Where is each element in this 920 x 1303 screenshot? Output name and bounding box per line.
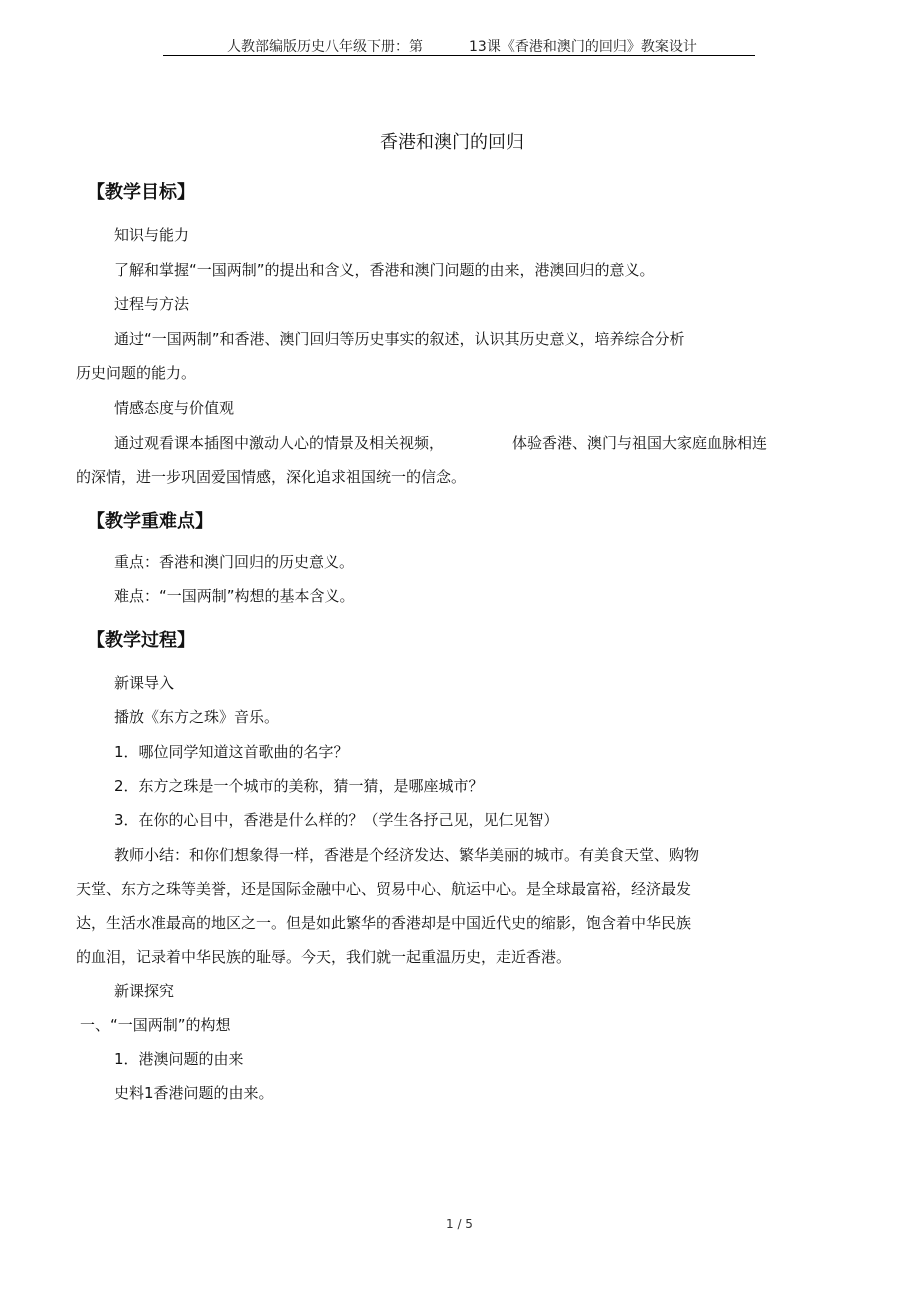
header-rule [163, 55, 755, 56]
sub-1-heading: 1．港澳问题的由来 [114, 1050, 244, 1068]
section-objectives: 【教学目标】 [87, 182, 195, 203]
intro-text: 播放《东方之珠》音乐。 [114, 708, 280, 726]
section-key-points: 【教学重难点】 [87, 511, 213, 532]
document-title: 香港和澳门的回归 [380, 132, 524, 153]
question-1: 1．哪位同学知道这首歌曲的名字？ [114, 743, 349, 761]
difficulty-text: 难点：“一国两制”构想的基本含义。 [114, 587, 355, 605]
emotion-line-1b: 体验香港、澳门与祖国大家庭血脉相连 [512, 434, 768, 452]
emotion-line-2: 的深情，进一步巩固爱国情感，深化追求祖国统一的信念。 [76, 468, 467, 486]
header-right: 13课《香港和澳门的回归》教案设计 [469, 39, 697, 55]
summary-line-3: 达，生活水准最高的地区之一。但是如此繁华的香港却是中国近代史的缩影，饱含着中华民族 [76, 914, 692, 932]
method-line-1: 通过“一国两制”和香港、澳门回归等历史事实的叙述，认识其历史意义，培养综合分析 [114, 330, 685, 348]
summary-line-4: 的血泪，记录着中华民族的耻辱。今天，我们就一起重温历史，走近香港。 [76, 948, 572, 966]
emotion-line-1a: 通过观看课本插图中激动人心的情景及相关视频， [114, 434, 445, 452]
page-header [227, 36, 697, 56]
page-number: 1 / 5 [446, 1217, 473, 1231]
intro-heading: 新课导入 [114, 674, 175, 692]
method-heading: 过程与方法 [114, 295, 190, 313]
question-2: 2．东方之珠是一个城市的美称，猜一猜，是哪座城市？ [114, 777, 484, 795]
explore-heading: 新课探究 [114, 982, 175, 1000]
focus-text: 重点：香港和澳门回归的历史意义。 [114, 553, 355, 571]
method-line-2: 历史问题的能力。 [76, 364, 197, 382]
summary-line-2: 天堂、东方之珠等美誉，还是国际金融中心、贸易中心、航运中心。是全球最富裕，经济最发 [76, 880, 692, 898]
material-1: 史料1香港问题的由来。 [114, 1084, 274, 1102]
question-3: 3．在你的心目中，香港是什么样的？（学生各抒己见，见仁见智） [114, 811, 559, 829]
header-left: 人教部编版历史八年级下册：第 [227, 39, 423, 55]
knowledge-heading: 知识与能力 [114, 226, 190, 244]
summary-line-1: 教师小结：和你们想象得一样，香港是个经济发达、繁华美丽的城市。有美食天堂、购物 [114, 846, 700, 864]
section-process: 【教学过程】 [87, 630, 195, 651]
emotion-heading: 情感态度与价值观 [114, 399, 235, 417]
knowledge-text: 了解和掌握“一国两制”的提出和含义，香港和澳门问题的由来，港澳回归的意义。 [114, 261, 655, 279]
part-1-heading: 一、“一国两制”的构想 [80, 1016, 231, 1034]
